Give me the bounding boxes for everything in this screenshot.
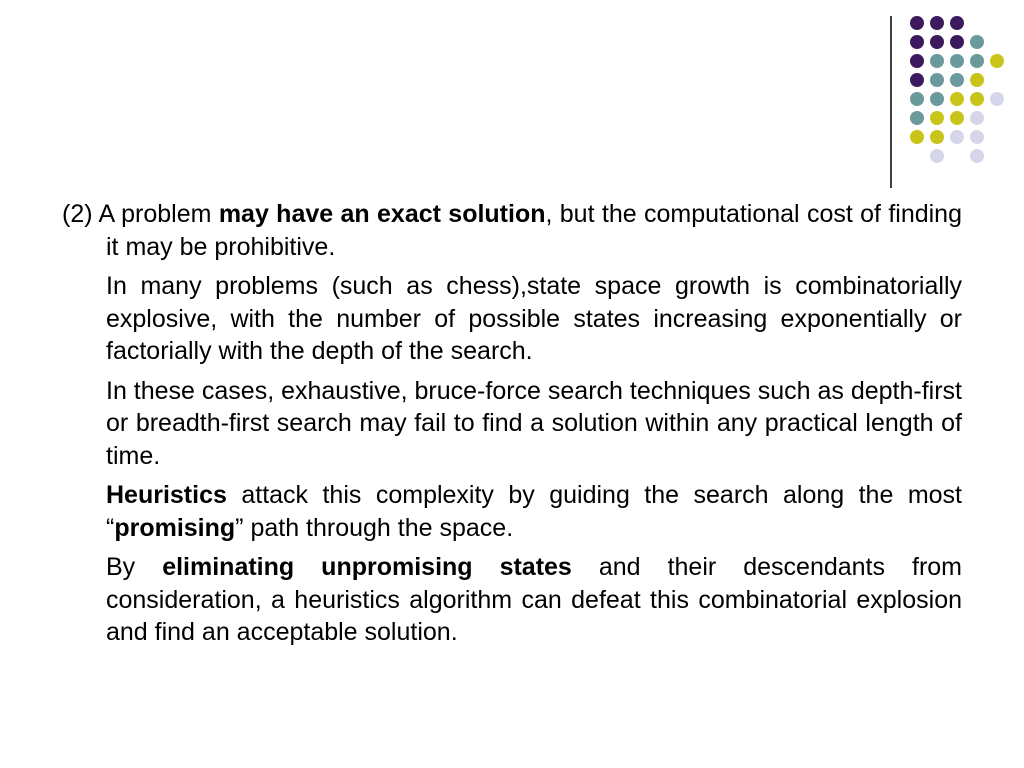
paragraph-eliminating [62, 551, 962, 649]
decorative-dot [910, 130, 924, 144]
decorative-dot [950, 92, 964, 106]
eliminating-prefix: By [106, 553, 163, 581]
decorative-dot [950, 111, 964, 125]
decorative-dot [950, 16, 964, 30]
decorative-dot [910, 92, 924, 106]
lead-bold: may have an exact solution [218, 200, 546, 228]
decorative-dot [950, 130, 964, 144]
decorative-dot [910, 16, 924, 30]
decorative-dot [930, 73, 944, 87]
decorative-dot [970, 73, 984, 87]
decorative-dot [930, 111, 944, 125]
decorative-dot [990, 92, 1004, 106]
paragraph-exhaustive-search-text: In these cases, exhaustive, bruce-force search techniques such as depth-first or breadth-first search may fail to find a solution within any practical length of time. [106, 376, 963, 470]
eliminating-term: eliminating unpromising states [162, 553, 572, 581]
paragraph-exhaustive-search [62, 375, 962, 473]
decorative-dot [990, 54, 1004, 68]
paragraph-state-space-text: In many problems (such as chess),state space growth is combinatorially explosive, with the number of possible states increasing exponentially or factorially with the depth of the search. [106, 272, 962, 365]
decorative-dot [970, 130, 984, 144]
slide-body [62, 198, 962, 649]
decorative-dot [910, 35, 924, 49]
promising-term: promising [114, 513, 236, 542]
decorative-dot [910, 73, 924, 87]
lead-prefix: (2) A problem [62, 200, 219, 228]
paragraph-heuristics [62, 479, 962, 544]
decorative-dot [970, 54, 984, 68]
decorative-dot [910, 111, 924, 125]
decorative-dot [930, 92, 944, 106]
lead-suffix: , but the computational cost of finding it may be prohibitive. [106, 200, 962, 261]
paragraph-state-space [62, 270, 962, 368]
decorative-dot [930, 35, 944, 49]
decorative-dot [970, 35, 984, 49]
decorative-dot [910, 54, 924, 68]
decorative-dot [950, 35, 964, 49]
decorative-dot [930, 16, 944, 30]
vertical-divider [890, 16, 892, 188]
lead-paragraph [62, 198, 962, 263]
decorative-dot [930, 54, 944, 68]
decorative-dot [970, 149, 984, 163]
eliminating-suffix: and their descendants from consideration, a heuristics algorithm can defeat this combinatorial explosion and find an acceptable solution. [106, 553, 963, 646]
heuristics-term: Heuristics [106, 481, 227, 509]
decorative-dot [950, 54, 964, 68]
decorative-dot [950, 73, 964, 87]
heuristics-mid: attack this complexity by guiding the search along the most “ [106, 481, 962, 542]
dot-grid-decoration [0, 0, 1024, 180]
heuristics-end: ” path through the space. [235, 513, 514, 542]
decorative-dot [930, 149, 944, 163]
decorative-dot [930, 130, 944, 144]
decorative-dot [970, 92, 984, 106]
decorative-dot [970, 111, 984, 125]
